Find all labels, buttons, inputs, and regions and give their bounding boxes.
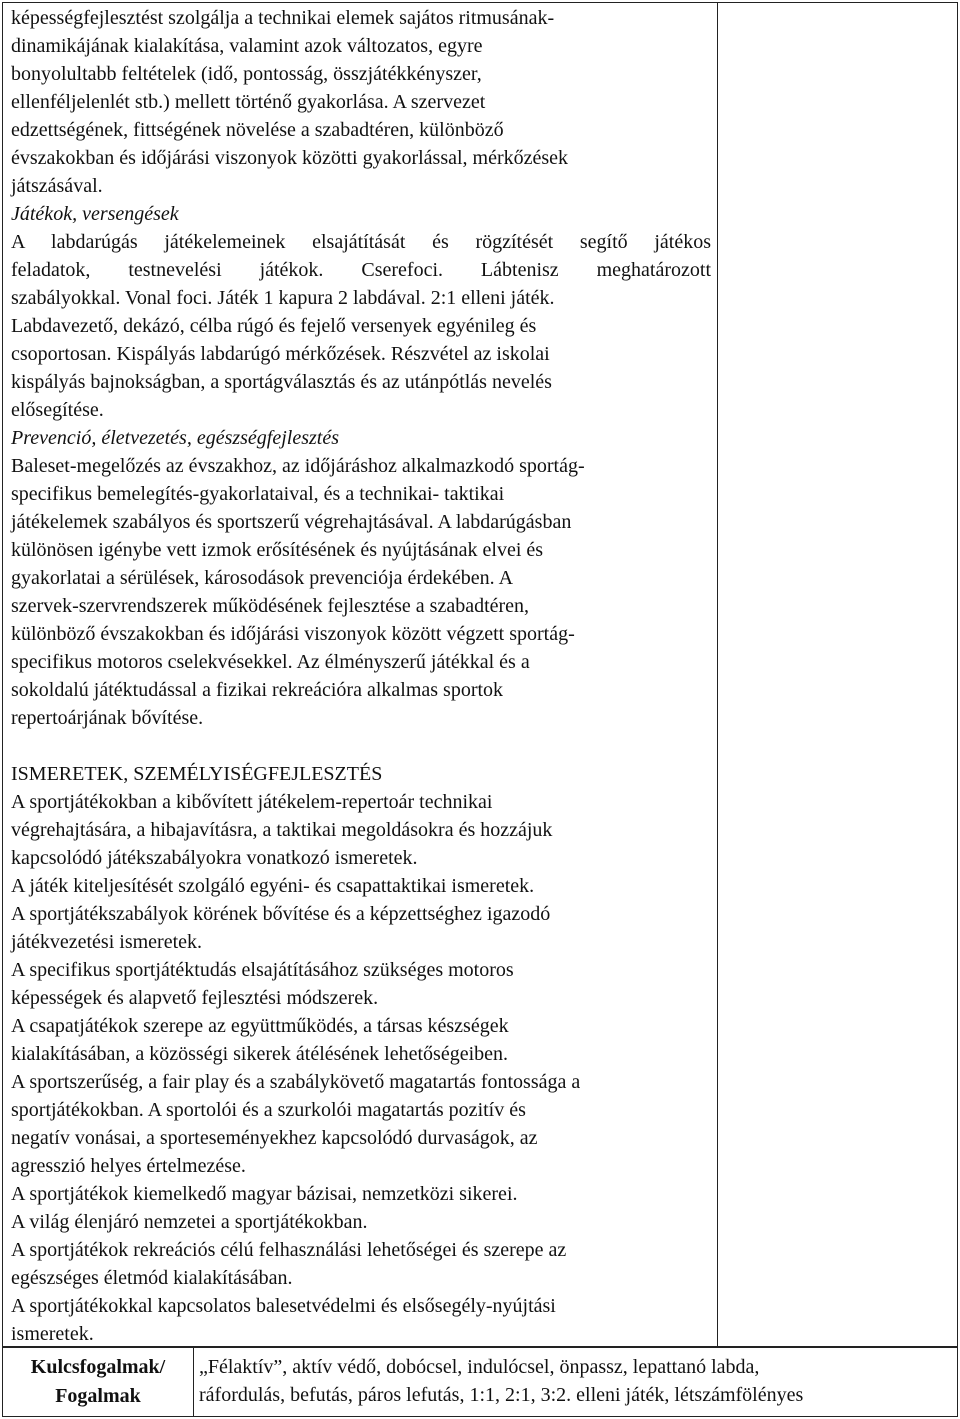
text-line: különböző évszakokban és időjárási viszonyok között végzett sportág-	[11, 623, 575, 645]
text-line: gyakorlatai a sérülések, károsodások prevenciója érdekében. A	[11, 567, 514, 589]
text-line: A specifikus sportjátéktudás elsajátításához szükséges motoros	[11, 959, 514, 981]
key-concepts-value-cell	[192, 1346, 958, 1417]
text-line: A labdarúgás játékelemeinek elsajátítását és rögzítését segítő játékos	[11, 231, 711, 253]
key-concepts-label-cell	[2, 1346, 194, 1417]
text-line: különösen igénybe vett izmok erősítésének és nyújtásának elvei és	[11, 539, 544, 561]
text-line: kialakításában, a közösségi sikerek átélésének lehetőségeiben.	[11, 1043, 509, 1065]
text-line: kapcsolódó játékszabályokra vonatkozó ismeretek.	[11, 847, 418, 869]
text-line: kispályás bajnokságban, a sportágválasztás és az utánpótlás nevelés	[11, 371, 552, 393]
text-line: ismeretek.	[11, 1323, 94, 1345]
text-line: specifikus motoros cselekvésekkel. Az élményszerű játékkal és a	[11, 651, 530, 673]
text-line: ellenféljelenlét stb.) mellett történő gyakorlása. A szervezet	[11, 91, 486, 113]
section-heading-games: Játékok, versengések	[11, 203, 179, 225]
text-line: A sportszerűség, a fair play és a szabálykövető magatartás fontossága a	[11, 1071, 581, 1093]
text-line: A sportjátékokkal kapcsolatos balesetvédelmi és elsősegély-nyújtási	[11, 1295, 556, 1317]
text-line: A játék kiteljesítését szolgáló egyéni- és csapattaktikai ismeretek.	[11, 875, 535, 897]
text-line: végrehajtására, a hibajavításra, a taktikai megoldásokra és hozzájuk	[11, 819, 553, 841]
section-heading-prevention: Prevenció, életvezetés, egészségfejlesztés	[11, 427, 340, 449]
text-line: sokoldalú játéktudással a fizikai rekreációra alkalmas sportok	[11, 679, 504, 701]
text-line: A világ élenjáró nemzetei a sportjátékokban.	[11, 1211, 368, 1233]
text-line: bonyolultabb feltételek (idő, pontosság, összjátékkényszer,	[11, 63, 482, 85]
text-line: agresszió helyes értelmezése.	[11, 1155, 246, 1177]
text-line: edzettségének, fittségének növelése a szabadtéren, különböző	[11, 119, 504, 141]
text-line: A sportjátékok kiemelkedő magyar bázisai, nemzetközi sikerei.	[11, 1183, 518, 1205]
text-line: képességek és alapvető fejlesztési módszerek.	[11, 987, 379, 1009]
text-line: A sportjátékszabályok körének bővítése és a képzettséghez igazodó	[11, 903, 551, 925]
empty-side-cell	[716, 2, 958, 1348]
key-concepts-label-line1: Kulcsfogalmak/	[30, 1355, 166, 1378]
key-concepts-value-line1: „Félaktív”, aktív védő, dobócsel, indulócsel, önpassz, lepattanó labda,	[199, 1356, 760, 1378]
key-concepts-label-line2: Fogalmak	[55, 1384, 141, 1407]
text-line: játszásával.	[11, 175, 103, 197]
text-line: repertoárjának bővítése.	[11, 707, 204, 729]
text-line: szervek-szervrendszerek működésének fejlesztése a szabadtéren,	[11, 595, 530, 617]
text-line: játékelemek szabályos és sportszerű végrehajtásával. A labdarúgásban	[11, 511, 572, 533]
text-line: évszakokban és időjárási viszonyok közötti gyakorlással, mérkőzések	[11, 147, 569, 169]
section-heading-knowledge: ISMERETEK, SZEMÉLYISÉGFEJLESZTÉS	[11, 763, 383, 785]
text-line: csoportosan. Kispályás labdarúgó mérkőzések. Részvétel az iskolai	[11, 343, 550, 365]
text-line: A csapatjátékok szerepe az együttműködés, a társas készségek	[11, 1015, 509, 1037]
text-line: A sportjátékokban a kibővített játékelem-repertoár technikai	[11, 791, 493, 813]
text-line: egészséges életmód kialakításában.	[11, 1267, 293, 1289]
text-line: szabályokkal. Vonal foci. Játék 1 kapura 2 labdával. 2:1 elleni játék.	[11, 287, 555, 309]
text-line: feladatok, testnevelési játékok. Cserefoci. Lábtenisz meghatározott	[11, 259, 711, 281]
text-line: játékvezetési ismeretek.	[11, 931, 203, 953]
text-line: dinamikájának kialakítása, valamint azok változatos, egyre	[11, 35, 483, 57]
text-line: Baleset-megelőzés az évszakhoz, az időjáráshoz alkalmazkodó sportág-	[11, 455, 585, 477]
text-line: képességfejlesztést szolgálja a technikai elemek sajátos ritmusának-	[11, 7, 555, 29]
text-line: specifikus bemelegítés-gyakorlataival, és a technikai- taktikai	[11, 483, 505, 505]
text-line: Labdavezető, dekázó, célba rúgó és fejelő versenyek egyénileg és	[11, 315, 537, 337]
key-concepts-value-line2: ráfordulás, befutás, páros lefutás, 1:1, 2:1, 3:2. elleni játék, létszámfölényes	[199, 1384, 804, 1406]
text-line: A sportjátékok rekreációs célú felhasználási lehetőségei és szerepe az	[11, 1239, 567, 1261]
text-line: negatív vonásai, a sporteseményekhez kapcsolódó durvaságok, az	[11, 1127, 538, 1149]
text-line: sportjátékokban. A sportolói és a szurkolói magatartás pozitív és	[11, 1099, 526, 1121]
text-line: elősegítése.	[11, 399, 104, 421]
